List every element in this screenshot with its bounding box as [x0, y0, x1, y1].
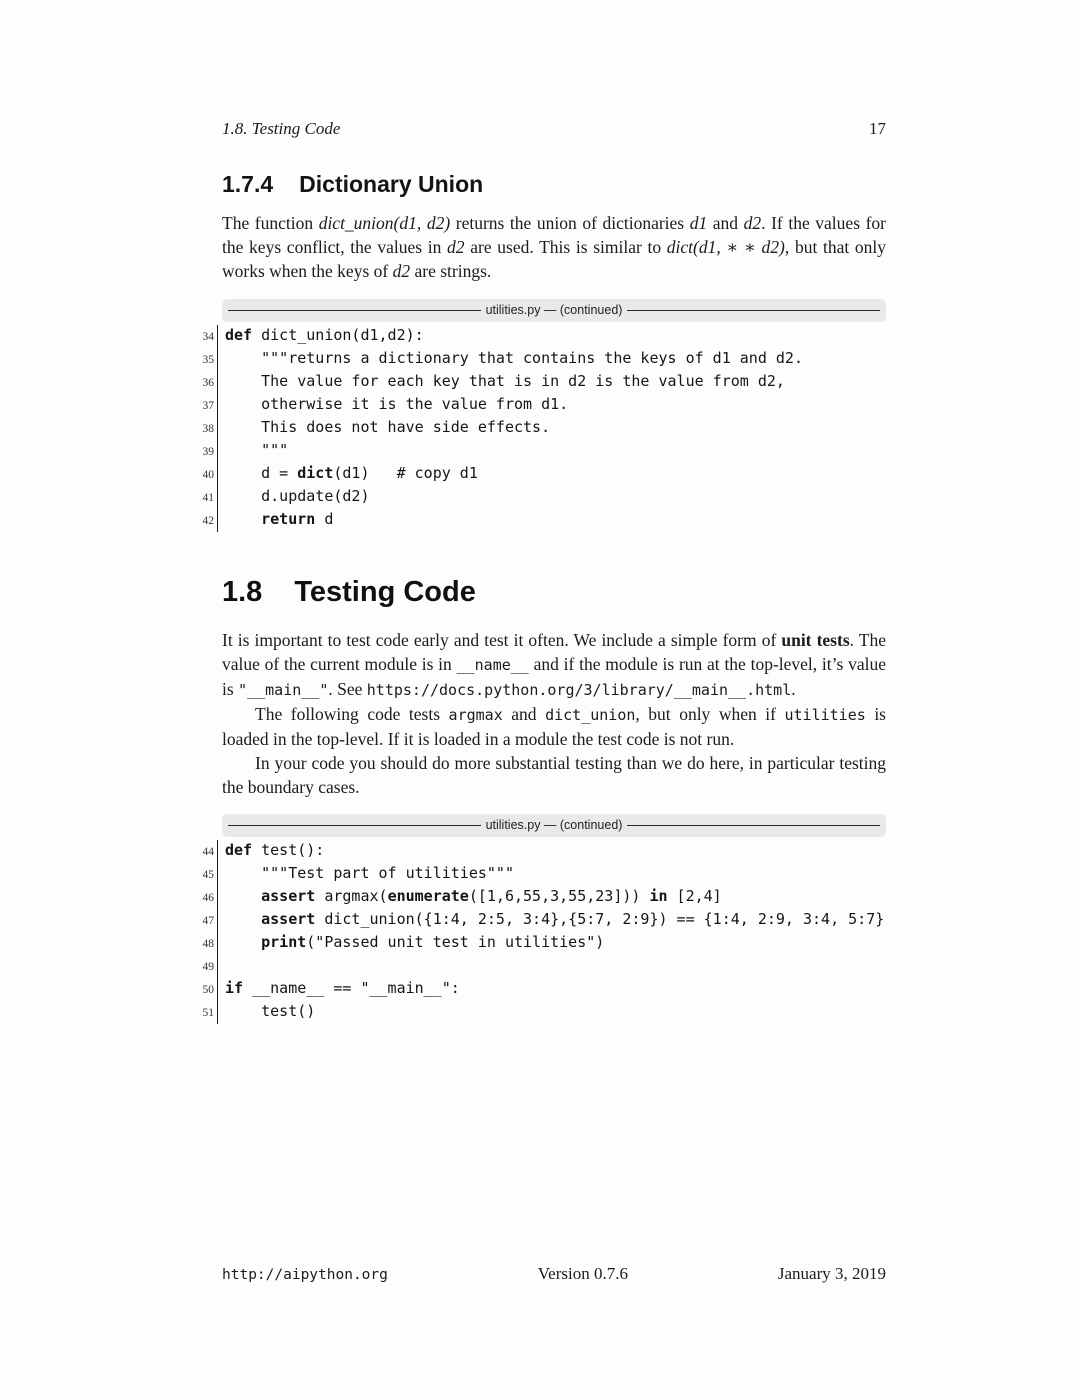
text-segment: and if the module is run at the top-level, it’s value is: [222, 654, 886, 699]
code-text: [217, 394, 568, 417]
text-segment: and: [707, 213, 744, 233]
line-number: 39: [202, 446, 214, 458]
text-segment: returns the union of dictionaries: [450, 213, 690, 233]
caption-rule-left: [228, 310, 481, 311]
code-text: [217, 909, 884, 932]
code-segment: return: [261, 510, 316, 528]
footer-date: January 3, 2019: [777, 1264, 886, 1283]
text-segment: and: [502, 704, 546, 724]
line-number: 41: [202, 492, 214, 504]
listing-caption-label: utilities.py — (continued): [485, 302, 623, 317]
code-segment: assert: [261, 887, 316, 905]
listing-caption-label: utilities.py — (continued): [485, 817, 623, 832]
code-line: [188, 932, 886, 955]
subsection-title: Dictionary Union: [299, 171, 484, 197]
code-text: [217, 863, 514, 886]
code-text: [217, 886, 722, 909]
code-segment: [225, 933, 261, 951]
code-line: [188, 486, 886, 509]
text-segment: .: [791, 679, 796, 699]
text-segment: are used. This is similar to: [464, 237, 667, 257]
code-text: [217, 1001, 315, 1024]
code-line: [188, 348, 886, 371]
code-segment: The value for each key that is in d2 is the value from d2,: [225, 372, 785, 390]
code-text: [217, 325, 424, 348]
line-number: 44: [202, 846, 214, 858]
line-number: 40: [202, 469, 214, 481]
text-segment: , but only when if: [635, 704, 785, 724]
code-segment: def: [225, 326, 253, 344]
code-text: [217, 955, 234, 978]
line-number: 36: [202, 377, 214, 389]
code-segment: """Test part of utilities""": [225, 864, 514, 882]
text-segment: The function: [222, 213, 319, 233]
code-segment: dict_union({1:4, 2:5, 3:4},{5:7, 2:9}) == {1:4, 2:9, 3:4, 5:7}: [315, 910, 885, 928]
caption-rule-left: [228, 825, 481, 826]
code-segment: argmax(: [315, 887, 388, 905]
text-segment: It is important to test code early and test it often. We include a simple form of: [222, 630, 782, 650]
line-number: 42: [202, 515, 214, 527]
code-segment: [225, 910, 261, 928]
footer-url: http://aipython.org: [222, 1267, 388, 1283]
code-text: [217, 486, 370, 509]
code-segment: if: [225, 979, 244, 997]
code-text: [217, 463, 478, 486]
line-number: 35: [202, 354, 214, 366]
line-number: 45: [202, 869, 214, 881]
text-segment: In your code you should do more substantial testing than we do here, in particular testing the boundary cases.: [222, 753, 886, 797]
paragraph-dict-union-intro: [222, 211, 886, 283]
code-segment: """returns a dictionary that contains the keys of d1 and d2.: [225, 349, 803, 367]
code-line: [188, 909, 886, 932]
code-line: [188, 440, 886, 463]
code-line: [188, 978, 886, 1001]
text-segment: "__main__": [238, 681, 329, 699]
paragraph-testing-3: [222, 751, 886, 799]
text-segment: d1: [689, 213, 708, 233]
section-number: 1.8: [222, 576, 263, 608]
code-line: [188, 394, 886, 417]
text-segment: utilities: [784, 706, 866, 724]
code-text: [217, 840, 324, 863]
code-segment: __name__ == "__main__":: [243, 979, 460, 997]
section-heading: [222, 574, 886, 610]
page-content: [202, 0, 887, 1024]
code-line: [188, 371, 886, 394]
code-segment: assert: [261, 910, 316, 928]
text-segment: dict(d1, ∗ ∗ d2): [666, 237, 785, 257]
page-number: 17: [869, 119, 886, 138]
code-segment: ("Passed unit test in utilities"): [306, 933, 605, 951]
code-segment: [225, 887, 261, 905]
code-text: [217, 932, 604, 955]
code-segment: otherwise it is the value from d1.: [225, 395, 569, 413]
code-segment: d.update(d2): [225, 487, 370, 505]
code-segment: (d1) # copy d1: [333, 464, 478, 482]
code-segment: d: [315, 510, 334, 528]
paragraph-testing-2: [222, 702, 886, 751]
text-segment: dict_union(d1, d2): [318, 213, 451, 233]
text-segment: d2: [447, 237, 465, 257]
code-segment: dict: [297, 464, 334, 482]
code-text: [217, 417, 550, 440]
text-segment: argmax: [448, 706, 503, 724]
line-number: 51: [202, 1007, 214, 1019]
code-line: [188, 509, 886, 532]
code-line: [188, 463, 886, 486]
text-segment: is loaded in the top-level. If it is loaded in a module the test code is not run.: [222, 704, 886, 749]
line-number: 50: [202, 984, 214, 996]
code-segment: dict_union(d1,d2):: [252, 326, 424, 344]
text-segment: , but that only works when the keys of: [222, 237, 887, 281]
subsection-heading: [222, 170, 886, 198]
paragraph-testing-1: [222, 628, 886, 702]
listing-caption: [222, 299, 886, 322]
caption-rule-right: [627, 825, 880, 826]
text-segment: are strings.: [410, 261, 492, 281]
line-number: 37: [202, 400, 214, 412]
line-number: 34: [202, 331, 214, 343]
code-segment: in: [649, 887, 668, 905]
running-header-title: 1.8. Testing Code: [222, 119, 341, 138]
code-segment: print: [261, 933, 307, 951]
text-segment: d2: [392, 261, 411, 281]
caption-rule-right: [627, 310, 880, 311]
code-segment: d =: [225, 464, 298, 482]
line-number: 49: [202, 961, 214, 973]
line-number: 47: [202, 915, 214, 927]
code-segment: test():: [252, 841, 325, 859]
text-segment: The following code tests: [255, 704, 449, 724]
code-line: [188, 955, 886, 978]
text-segment: . See: [328, 679, 367, 699]
code-segment: """: [225, 441, 289, 459]
line-number: 46: [202, 892, 214, 904]
code-listing-test: [188, 840, 886, 1024]
code-line: [188, 863, 886, 886]
code-line: [188, 840, 886, 863]
code-segment: This does not have side effects.: [225, 418, 551, 436]
code-text: [217, 348, 803, 371]
code-segment: [225, 510, 261, 528]
code-segment: def: [225, 841, 253, 859]
code-line: [188, 1001, 886, 1024]
line-number: 48: [202, 938, 214, 950]
text-segment: dict_union: [545, 706, 636, 724]
code-segment: ([1,6,55,3,55,23])): [468, 887, 650, 905]
code-line: [188, 886, 886, 909]
code-text: [217, 978, 460, 1001]
subsection-number: 1.7.4: [222, 171, 274, 197]
code-segment: [2,4]: [667, 887, 722, 905]
code-segment: test(): [225, 1002, 316, 1020]
code-text: [217, 509, 333, 532]
page-footer: [222, 1263, 886, 1286]
code-text: [217, 440, 288, 463]
code-line: [188, 417, 886, 440]
text-segment: d2: [743, 213, 762, 233]
listing-caption: [222, 814, 886, 837]
line-number: 38: [202, 423, 214, 435]
running-header: [222, 0, 886, 140]
section-title: Testing Code: [294, 576, 476, 608]
text-segment: https://docs.python.org/3/library/__main__.html: [366, 681, 792, 699]
text-segment: . If the values for the keys conflict, the values in: [222, 213, 886, 257]
code-text: [217, 371, 785, 394]
code-listing-dict-union: [188, 325, 886, 532]
code-line: [188, 325, 886, 348]
code-segment: enumerate: [387, 887, 469, 905]
text-segment: . The value of the current module is in: [222, 630, 886, 674]
footer-version: Version 0.7.6: [537, 1264, 628, 1283]
text-segment: __name__: [456, 656, 529, 674]
text-segment: unit tests: [781, 630, 850, 650]
